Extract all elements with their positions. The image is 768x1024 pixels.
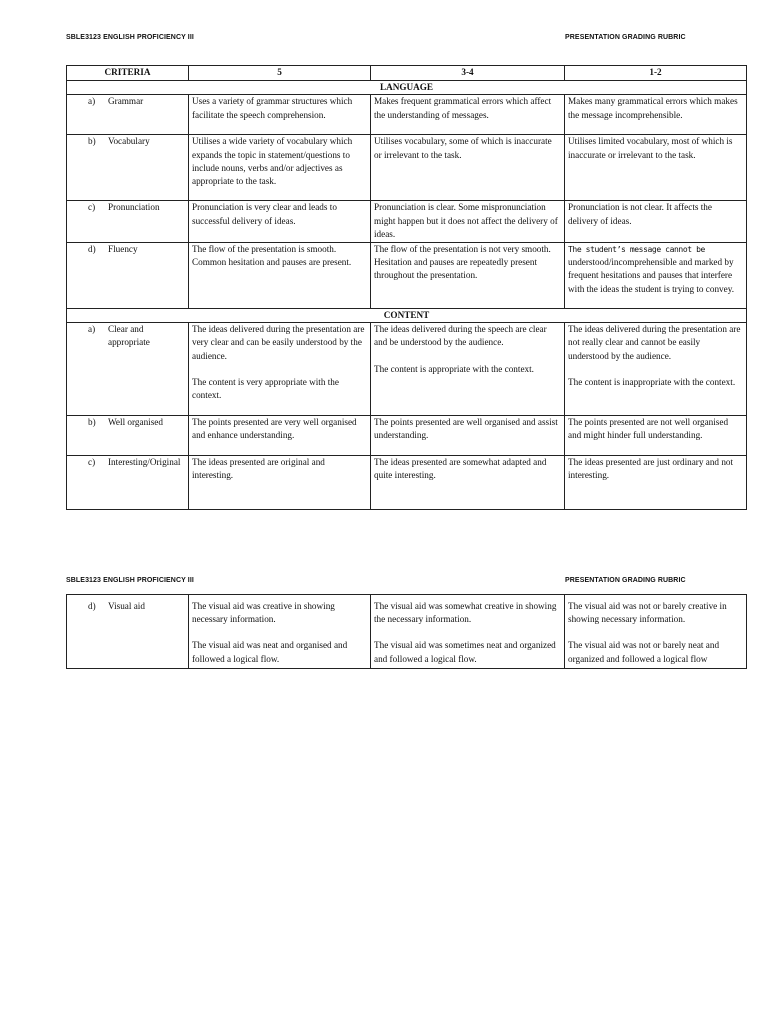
score-3-4-cell: The ideas presented are somewhat adapted and quite interesting. xyxy=(371,456,565,510)
score-text: The content is appropriate with the context. xyxy=(374,363,534,374)
score-3-4-cell: Makes frequent grammatical errors which affect the understanding of messages. xyxy=(371,95,565,135)
score-5-cell: The flow of the presentation is smooth. Common hesitation and pauses are present. xyxy=(189,243,371,309)
score-1-2-cell: The ideas presented are just ordinary and not interesting. xyxy=(565,456,747,510)
criteria-letter: c) xyxy=(88,457,96,468)
criteria-letter: c) xyxy=(88,202,96,213)
score-text: The visual aid was neat and organised and followed a logical flow. xyxy=(192,640,348,664)
score-3-4-cell: Utilises vocabulary, some of which is inaccurate or irrelevant to the task. xyxy=(371,135,565,201)
table-row xyxy=(67,135,747,201)
criteria-cell xyxy=(67,416,189,456)
criteria-letter: a) xyxy=(88,324,96,335)
score-text: understood/incomprehensible and marked by frequent hesitations and pauses that interfere with the ideas the student is trying to convey. xyxy=(568,257,735,294)
score-text: The visual aid was not or barely creative in showing necessary information. xyxy=(568,601,727,625)
table-row xyxy=(67,595,747,669)
score-5-cell: The ideas presented are original and interesting. xyxy=(189,456,371,510)
score-text: The visual aid was sometimes neat and organized and followed a logical flow. xyxy=(374,640,556,664)
rubric-table xyxy=(66,65,747,510)
table-row xyxy=(67,201,747,243)
course-title: SBLE3123 ENGLISH PROFICIENCY III xyxy=(66,577,194,584)
score-5-cell xyxy=(189,595,371,669)
criteria-cell xyxy=(67,323,189,416)
score-text: The content is very appropriate with the context. xyxy=(192,376,339,401)
column-header-criteria: CRITERIA xyxy=(67,66,189,81)
score-1-2-cell: Pronunciation is not clear. It affects the delivery of ideas. xyxy=(565,201,747,243)
document-title: PRESENTATION GRADING RUBRIC xyxy=(565,577,686,584)
section-row xyxy=(67,81,747,95)
criteria-name: Grammar xyxy=(108,96,144,107)
score-1-2-cell: Makes many grammatical errors which makes the message incomprehensible. xyxy=(565,95,747,135)
criteria-name: Pronunciation xyxy=(108,202,160,213)
column-header-1-2: 1-2 xyxy=(565,66,747,81)
score-5-cell: Uses a variety of grammar structures which facilitate the speech comprehension. xyxy=(189,95,371,135)
score-5-cell: The points presented are very well organised and enhance understanding. xyxy=(189,416,371,456)
criteria-letter: d) xyxy=(88,244,96,255)
score-text: The visual aid was creative in showing necessary information. xyxy=(192,601,335,625)
table-row xyxy=(67,416,747,456)
criteria-cell xyxy=(67,201,189,243)
score-3-4-cell: The flow of the presentation is not very smooth. Hesitation and pauses are repeatedly present throughout the presentation. xyxy=(371,243,565,309)
score-text: The ideas delivered during the speech are clear and be understood by the audience. xyxy=(374,324,547,348)
document-title: PRESENTATION GRADING RUBRIC xyxy=(565,34,686,41)
criteria-cell xyxy=(67,243,189,309)
score-5-cell xyxy=(189,323,371,416)
criteria-letter: a) xyxy=(88,96,96,107)
score-1-2-cell xyxy=(565,243,747,309)
table-row xyxy=(67,95,747,135)
criteria-cell xyxy=(67,135,189,201)
table-row xyxy=(67,456,747,510)
criteria-cell xyxy=(67,95,189,135)
score-text: The content is inappropriate with the context. xyxy=(568,376,736,387)
criteria-name: Fluency xyxy=(108,244,138,255)
score-text: The ideas delivered during the presentation are very clear and can be easily understood by the audience. xyxy=(192,324,365,361)
column-header-5: 5 xyxy=(189,66,371,81)
score-1-2-cell: The points presented are not well organised and might hinder full understanding. xyxy=(565,416,747,456)
course-title: SBLE3123 ENGLISH PROFICIENCY III xyxy=(66,34,194,41)
score-1-2-cell xyxy=(565,595,747,669)
page-header xyxy=(66,577,706,589)
handwritten-text: The student’s message cannot be xyxy=(568,245,705,255)
table-header-row xyxy=(67,66,747,81)
criteria-name: Visual aid xyxy=(108,601,145,611)
table-row xyxy=(67,323,747,416)
criteria-cell xyxy=(67,456,189,510)
score-1-2-cell xyxy=(565,323,747,416)
section-content: CONTENT xyxy=(67,309,747,323)
score-text: The visual aid was not or barely neat and organized and followed a logical flow xyxy=(568,640,720,664)
criteria-name: Interesting/Original xyxy=(108,457,181,468)
criteria-letter: d) xyxy=(88,601,96,611)
criteria-cell xyxy=(67,595,189,669)
score-3-4-cell xyxy=(371,595,565,669)
rubric-table-continued xyxy=(66,594,747,669)
score-3-4-cell xyxy=(371,323,565,416)
column-header-3-4: 3-4 xyxy=(371,66,565,81)
score-5-cell: Pronunciation is very clear and leads to successful delivery of ideas. xyxy=(189,201,371,243)
page-header xyxy=(66,34,706,46)
score-3-4-cell: Pronunciation is clear. Some mispronunciation might happen but it does not affect the delivery of ideas. xyxy=(371,201,565,243)
table-row xyxy=(67,243,747,309)
section-language: LANGUAGE xyxy=(67,81,747,95)
criteria-letter: b) xyxy=(88,136,96,147)
criteria-name: Clear and appropriate xyxy=(108,324,150,348)
score-text: The visual aid was somewhat creative in showing the necessary information. xyxy=(374,601,557,625)
criteria-name: Well organised xyxy=(108,417,163,428)
score-3-4-cell: The points presented are well organised and assist understanding. xyxy=(371,416,565,456)
section-row xyxy=(67,309,747,323)
criteria-name: Vocabulary xyxy=(108,136,150,147)
criteria-letter: b) xyxy=(88,417,96,428)
score-text: The ideas delivered during the presentation are not really clear and cannot be easily understood by the audience. xyxy=(568,324,741,361)
score-1-2-cell: Utilises limited vocabulary, most of which is inaccurate or irrelevant to the task. xyxy=(565,135,747,201)
score-5-cell: Utilises a wide variety of vocabulary which expands the topic in statement/questions to include nouns, verbs and/or adjectives as appropriate to the task. xyxy=(189,135,371,201)
